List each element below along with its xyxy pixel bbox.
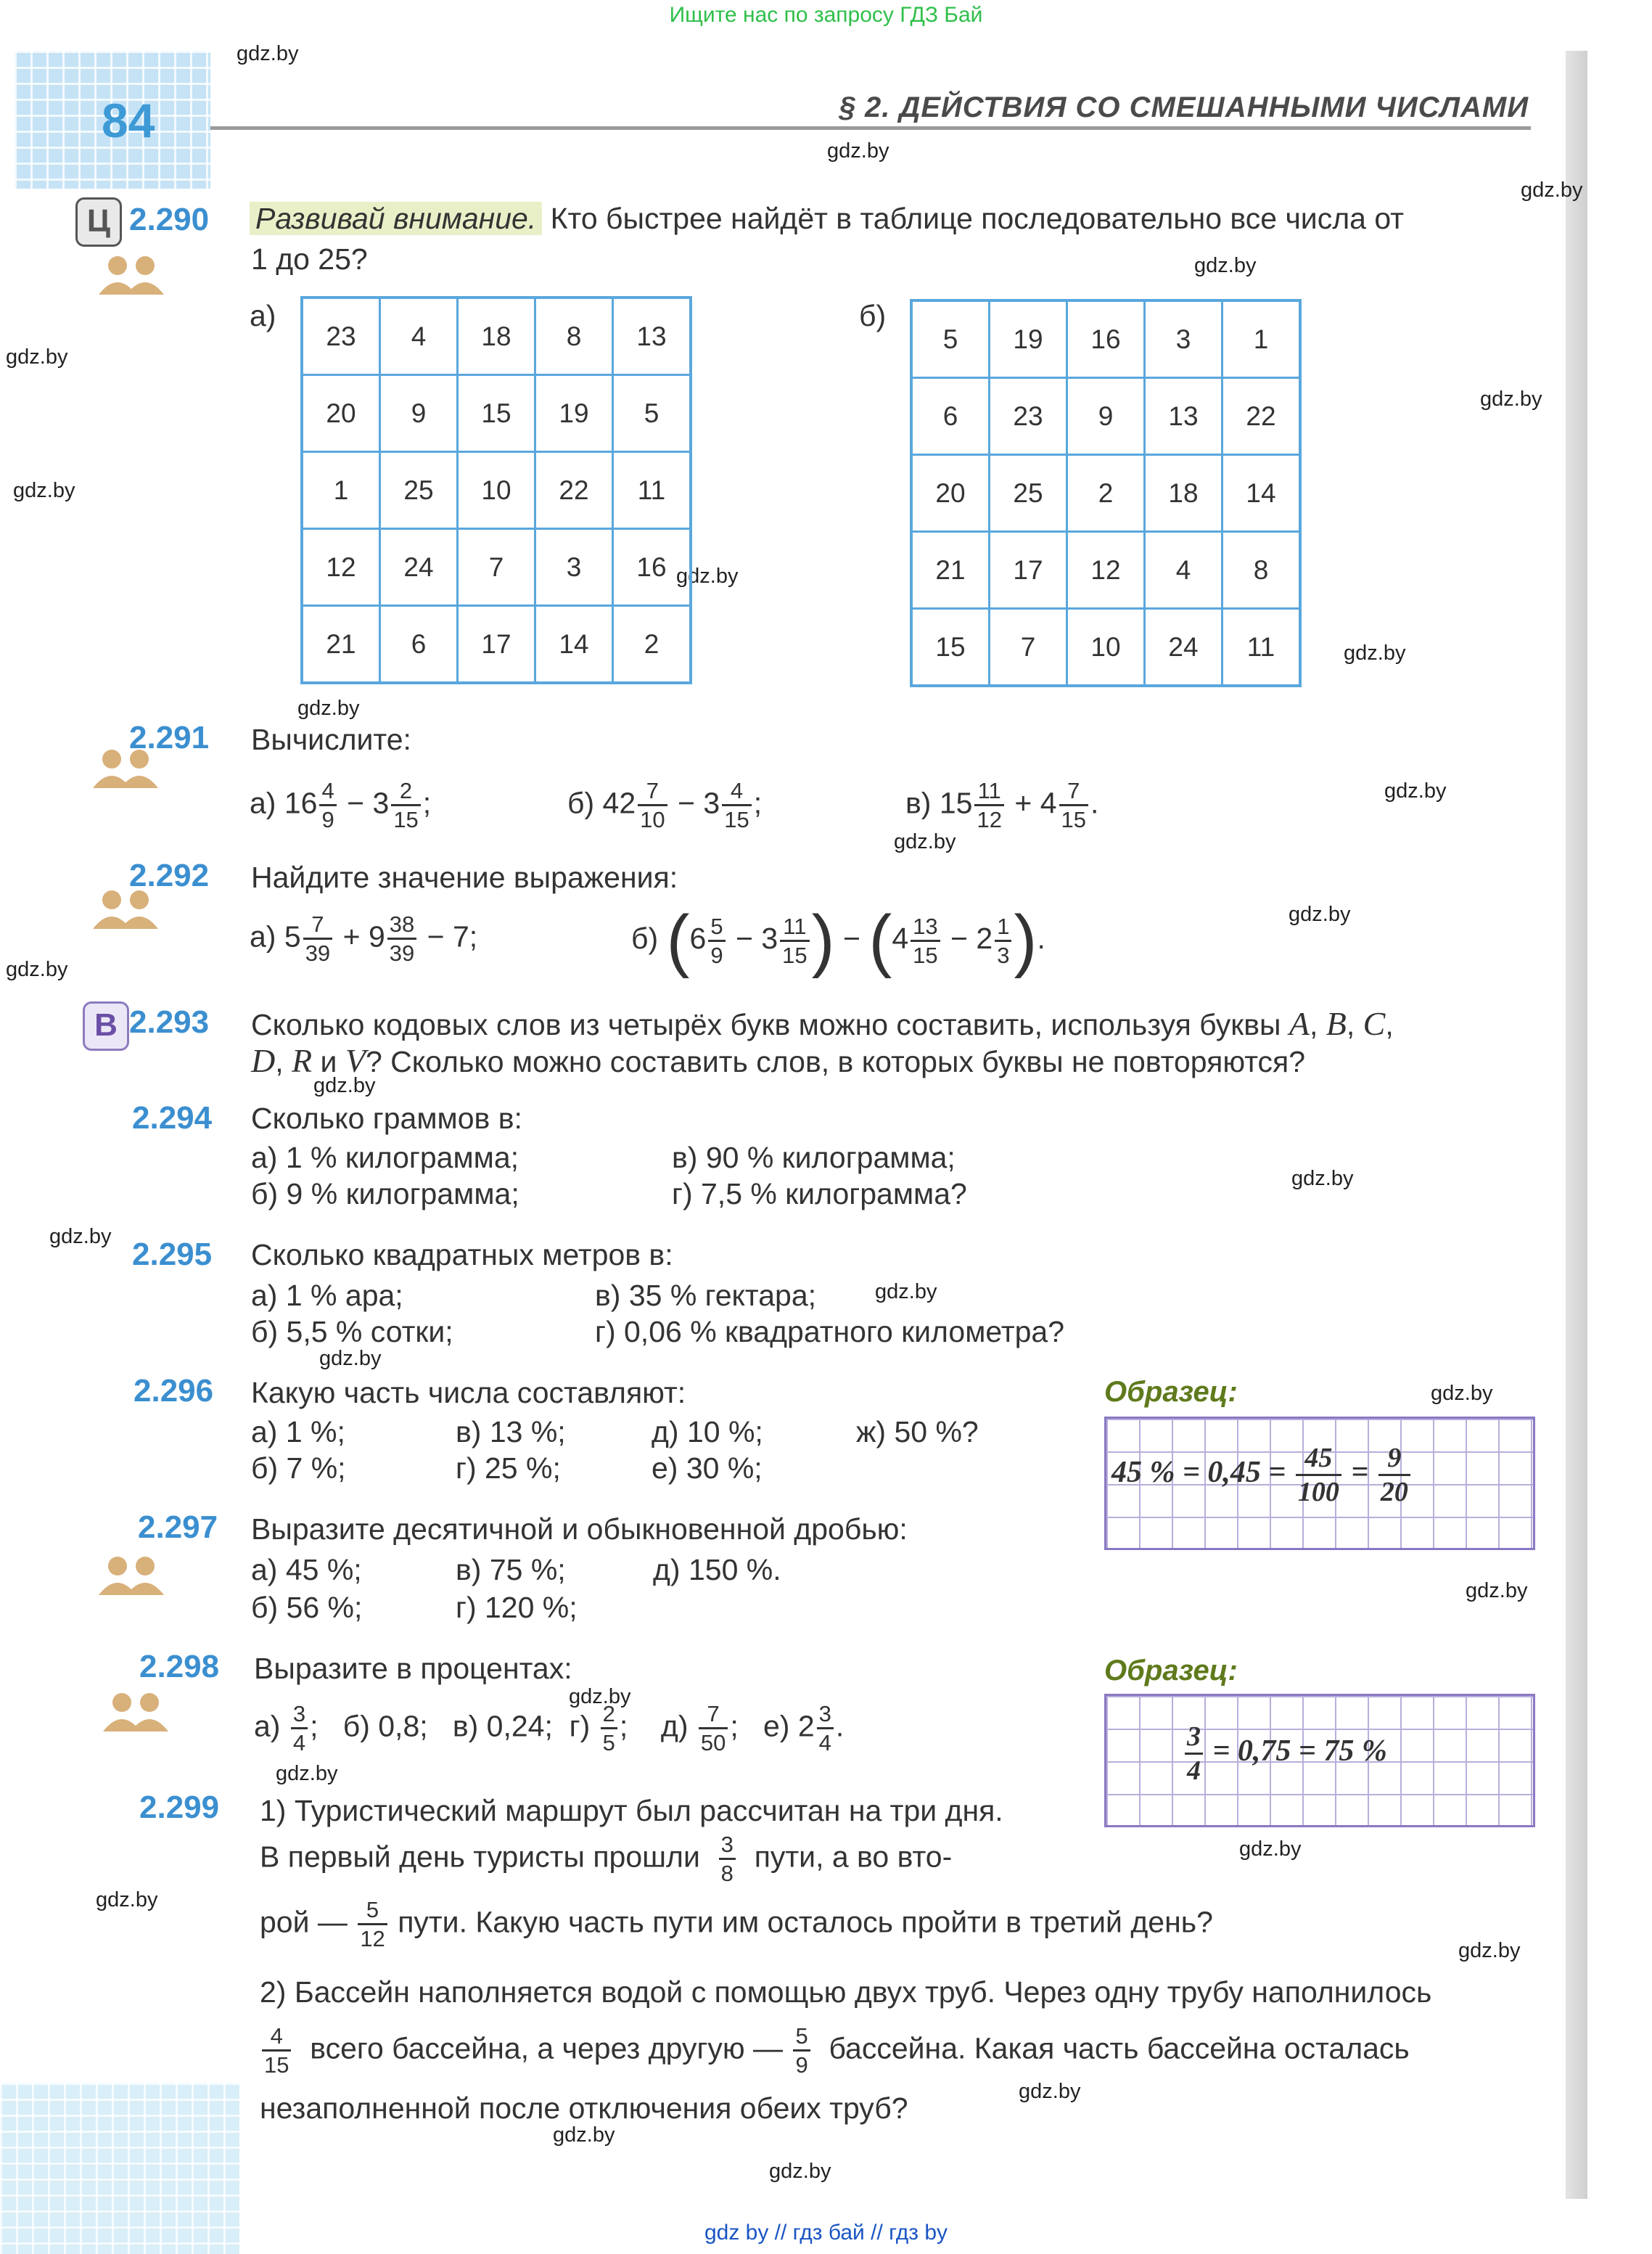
expression-a: а) 16 $\frac{4}{9}$ − 3 $\frac{2}{15}$ ; bbox=[250, 778, 432, 832]
grid-cell: 5 bbox=[911, 300, 990, 378]
grid-cell: 25 bbox=[380, 452, 458, 529]
watermark: gdz.by bbox=[1344, 642, 1406, 665]
grid-cell: 18 bbox=[1145, 455, 1222, 532]
sample-label: Образец: bbox=[1104, 1655, 1238, 1687]
problem-number: 2.294 bbox=[132, 1100, 213, 1136]
grid-cell: 16 bbox=[1067, 300, 1145, 378]
watermark: gdz.by bbox=[6, 958, 68, 981]
grid-cell: 11 bbox=[613, 452, 691, 529]
grid-cell: 3 bbox=[535, 529, 613, 606]
grid-cell: 24 bbox=[380, 529, 458, 606]
number-grid-a bbox=[300, 296, 692, 684]
watermark: gdz.by bbox=[6, 345, 68, 369]
watermark: gdz.by bbox=[13, 479, 75, 502]
problem-text: Выразите в процентах: bbox=[254, 1652, 572, 1685]
item-v: в) 75 %; bbox=[456, 1553, 566, 1586]
problem-text-line: незаполненной после отключения обеих труб? bbox=[260, 2091, 908, 2125]
watermark: gdz.by bbox=[96, 1888, 158, 1911]
item-v: в) 35 % гектара; bbox=[595, 1279, 817, 1312]
grid-cell: 13 bbox=[613, 298, 691, 375]
problem-number: 2.295 bbox=[132, 1237, 213, 1272]
expression-b: б) 42 $\frac{7}{10}$ − 3 $\frac{4}{15}$ ; bbox=[567, 778, 763, 832]
watermark: gdz.by bbox=[297, 697, 360, 720]
grid-cell: 15 bbox=[458, 375, 535, 452]
watermark: gdz.by bbox=[769, 2160, 831, 2183]
problem-number: 2.292 bbox=[129, 858, 210, 893]
item-v: в) 90 % килограмма; bbox=[672, 1141, 956, 1174]
problem-text: Какую часть числа составляют: bbox=[251, 1376, 686, 1409]
problem-text-line: 2) Бассейн наполняется водой с помощью двух труб. Через одну трубу наполнилось bbox=[260, 1975, 1432, 2009]
grid-cell: 6 bbox=[380, 606, 458, 684]
expression-b: б) (6 $\frac{5}{9}$ − 3 $\frac{11}{15}$ ) − (4 $\frac{13}{15}$ − 2 $\frac{1}{3}$ ). bbox=[631, 901, 1045, 979]
header-rule bbox=[210, 126, 1531, 130]
problem-number: 2.290 bbox=[129, 202, 210, 237]
page-edge-shadow bbox=[1566, 51, 1587, 2199]
grid-cell: 2 bbox=[613, 606, 691, 684]
grid-cell: 20 bbox=[302, 375, 380, 452]
watermark: gdz.by bbox=[237, 42, 299, 65]
level-badge-b: В bbox=[83, 1001, 129, 1051]
highlight-text: Развивай внимание. bbox=[250, 202, 542, 235]
sample-equation: 45 % = 0,45 = $\frac{45}{100}$ = $\frac{9}{20}$ bbox=[1111, 1444, 1413, 1506]
grid-cell: 19 bbox=[535, 375, 613, 452]
problem-text: Выразите десятичной и обыкновенной дробью: bbox=[251, 1512, 908, 1546]
problem-text-line: $\frac{4}{15}$ всего бассейна, а через другую — $\frac{5}{9}$ бассейна. Какая часть бассейна осталась bbox=[260, 2025, 1410, 2076]
watermark: gdz.by bbox=[1289, 903, 1351, 926]
problem-text: Найдите значение выражения: bbox=[251, 861, 678, 894]
grid-cell: 22 bbox=[1222, 378, 1301, 455]
problem-number: 2.291 bbox=[129, 720, 210, 755]
watermark: gdz.by bbox=[827, 139, 889, 163]
grid-cell: 8 bbox=[535, 298, 613, 375]
watermark: gdz.by bbox=[49, 1225, 112, 1248]
problem-number: 2.296 bbox=[133, 1373, 214, 1409]
grid-cell: 21 bbox=[302, 606, 380, 684]
grid-cell: 24 bbox=[1145, 609, 1222, 687]
grid-cell: 13 bbox=[1145, 378, 1222, 455]
grid-cell: 9 bbox=[380, 375, 458, 452]
problem-text-line: В первый день туристы прошли $\frac{3}{8}$ пути, а во вто- bbox=[260, 1832, 953, 1886]
item-a: а) 1 % ара; bbox=[251, 1279, 403, 1312]
pair-work-icon bbox=[100, 1691, 171, 1732]
grid-cell: 18 bbox=[458, 298, 535, 375]
grid-cell: 8 bbox=[1222, 532, 1301, 609]
watermark: gdz.by bbox=[1194, 254, 1257, 277]
problem-text: Сколько граммов в: bbox=[251, 1102, 522, 1135]
problem-number: 2.297 bbox=[138, 1509, 218, 1545]
watermark: gdz.by bbox=[553, 2123, 615, 2147]
problem-number: 2.293 bbox=[129, 1004, 210, 1040]
problem-text: Развивай внимание. Кто быстрее найдёт в таблице последовательно все числа от bbox=[250, 200, 1534, 237]
item-a: а) 1 % килограмма; bbox=[251, 1141, 519, 1174]
grid-cell: 2 bbox=[1067, 455, 1145, 532]
item-list: а) $\frac{3}{4}$ ; б) 0,8; в) 0,24; г) $\frac{2}{5}$ ; д) $\frac{7}{50}$ ; е) 2 $\frac{3}{4}$ . bbox=[254, 1701, 845, 1755]
watermark: gdz.by bbox=[1480, 388, 1542, 411]
expression-a: а) 5 $\frac{7}{39}$ + 9 $\frac{38}{39}$ − 7; bbox=[250, 911, 478, 966]
number-grid-b bbox=[910, 299, 1302, 687]
grid-cell: 25 bbox=[990, 455, 1067, 532]
label-b: б) bbox=[859, 299, 887, 332]
grid-cell: 3 bbox=[1145, 300, 1222, 378]
problem-number: 2.298 bbox=[139, 1649, 220, 1684]
item-d: д) 10 %; bbox=[652, 1415, 763, 1448]
watermark: gdz.by bbox=[676, 565, 739, 588]
level-badge-c: Ц bbox=[75, 197, 122, 247]
grid-cell: 12 bbox=[302, 529, 380, 606]
page-number: 84 bbox=[102, 94, 155, 147]
item-b: б) 7 %; bbox=[251, 1451, 346, 1485]
watermark: gdz.by bbox=[1291, 1167, 1354, 1190]
item-g: г) 120 %; bbox=[456, 1591, 578, 1624]
problem-text: Сколько кодовых слов из четырёх букв можно составить, используя буквы A, B, C, D, R и V? Сколько можно составить слов, в которых буквы не повторяются? bbox=[251, 1005, 1394, 1079]
grid-cell: 21 bbox=[911, 532, 990, 609]
item-e: е) 30 %; bbox=[652, 1451, 763, 1485]
grid-cell: 22 bbox=[535, 452, 613, 529]
sample-label: Образец: bbox=[1104, 1376, 1238, 1408]
grid-cell: 7 bbox=[990, 609, 1067, 687]
grid-cell: 14 bbox=[535, 606, 613, 684]
watermark: gdz.by bbox=[1521, 179, 1583, 202]
grid-cell: 1 bbox=[302, 452, 380, 529]
watermark: gdz.by bbox=[894, 830, 956, 853]
item-g: г) 7,5 % килограмма? bbox=[672, 1177, 967, 1210]
watermark: gdz.by bbox=[1019, 2080, 1081, 2103]
watermark: gdz.by bbox=[569, 1685, 631, 1708]
problem-text-cont: 1 до 25? bbox=[251, 242, 368, 276]
grid-cell: 5 bbox=[613, 375, 691, 452]
grid-cell: 10 bbox=[458, 452, 535, 529]
item-g: г) 0,06 % квадратного километра? bbox=[595, 1315, 1065, 1348]
pair-work-icon bbox=[96, 254, 167, 295]
item-d: д) 150 %. bbox=[653, 1553, 781, 1586]
item-a: а) 45 %; bbox=[251, 1553, 362, 1586]
sample-equation: $\frac{3}{4}$ = 0,75 = 75 % bbox=[1183, 1723, 1387, 1784]
problem-text: Сколько квадратных метров в: bbox=[251, 1238, 673, 1271]
grid-cell: 15 bbox=[911, 609, 990, 687]
problem-text-line: 1) Туристический маршрут был рассчитан на три дня. bbox=[260, 1794, 1003, 1827]
watermark: gdz.by bbox=[313, 1074, 376, 1097]
grid-cell: 12 bbox=[1067, 532, 1145, 609]
watermark: gdz.by bbox=[1466, 1579, 1528, 1602]
grid-cell: 4 bbox=[380, 298, 458, 375]
watermark: gdz.by bbox=[1458, 1939, 1521, 1962]
grid-cell: 20 bbox=[911, 455, 990, 532]
grid-cell: 19 bbox=[990, 300, 1067, 378]
watermark: gdz.by bbox=[1431, 1382, 1493, 1405]
item-zh: ж) 50 %? bbox=[856, 1415, 979, 1448]
section-title: § 2. ДЕЙСТВИЯ СО СМЕШАННЫМИ ЧИСЛАМИ bbox=[839, 91, 1529, 123]
watermark: gdz.by bbox=[319, 1347, 382, 1370]
grid-cell: 4 bbox=[1145, 532, 1222, 609]
pair-work-icon bbox=[90, 888, 161, 929]
top-banner[interactable]: Ищите нас по запросу ГДЗ Бай bbox=[669, 3, 983, 27]
item-a: а) 1 %; bbox=[251, 1415, 345, 1448]
bottom-links[interactable]: gdz by // гдз бай // гдз by bbox=[704, 2221, 948, 2245]
grid-cell: 7 bbox=[458, 529, 535, 606]
grid-cell: 14 bbox=[1222, 455, 1301, 532]
watermark: gdz.by bbox=[276, 1762, 338, 1785]
grid-cell: 23 bbox=[990, 378, 1067, 455]
expression-v: в) 15 $\frac{11}{12}$ + 4 $\frac{7}{15}$ . bbox=[905, 778, 1099, 832]
item-g: г) 25 %; bbox=[456, 1451, 561, 1485]
item-v: в) 13 %; bbox=[456, 1415, 566, 1448]
problem-text: Вычислите: bbox=[251, 723, 411, 756]
pair-work-icon bbox=[96, 1554, 167, 1595]
grid-cell: 1 bbox=[1222, 300, 1301, 378]
item-b: б) 5,5 % сотки; bbox=[251, 1315, 453, 1348]
watermark: gdz.by bbox=[1384, 779, 1447, 803]
watermark: gdz.by bbox=[1239, 1837, 1302, 1861]
grid-cell: 23 bbox=[302, 298, 380, 375]
watermark: gdz.by bbox=[875, 1280, 937, 1303]
problem-number: 2.299 bbox=[139, 1790, 220, 1825]
item-b: б) 56 %; bbox=[251, 1591, 363, 1624]
label-a: а) bbox=[250, 299, 276, 332]
grid-cell: 11 bbox=[1222, 609, 1301, 687]
problem-text-line: рой — $\frac{5}{12}$ пути. Какую часть пути им осталось пройти в третий день? bbox=[260, 1897, 1213, 1951]
grid-cell: 10 bbox=[1067, 609, 1145, 687]
grid-cell: 17 bbox=[990, 532, 1067, 609]
grid-cell: 9 bbox=[1067, 378, 1145, 455]
grid-cell: 16 bbox=[613, 529, 691, 606]
item-b: б) 9 % килограмма; bbox=[251, 1177, 519, 1210]
grid-cell: 17 bbox=[458, 606, 535, 684]
grid-cell: 6 bbox=[911, 378, 990, 455]
